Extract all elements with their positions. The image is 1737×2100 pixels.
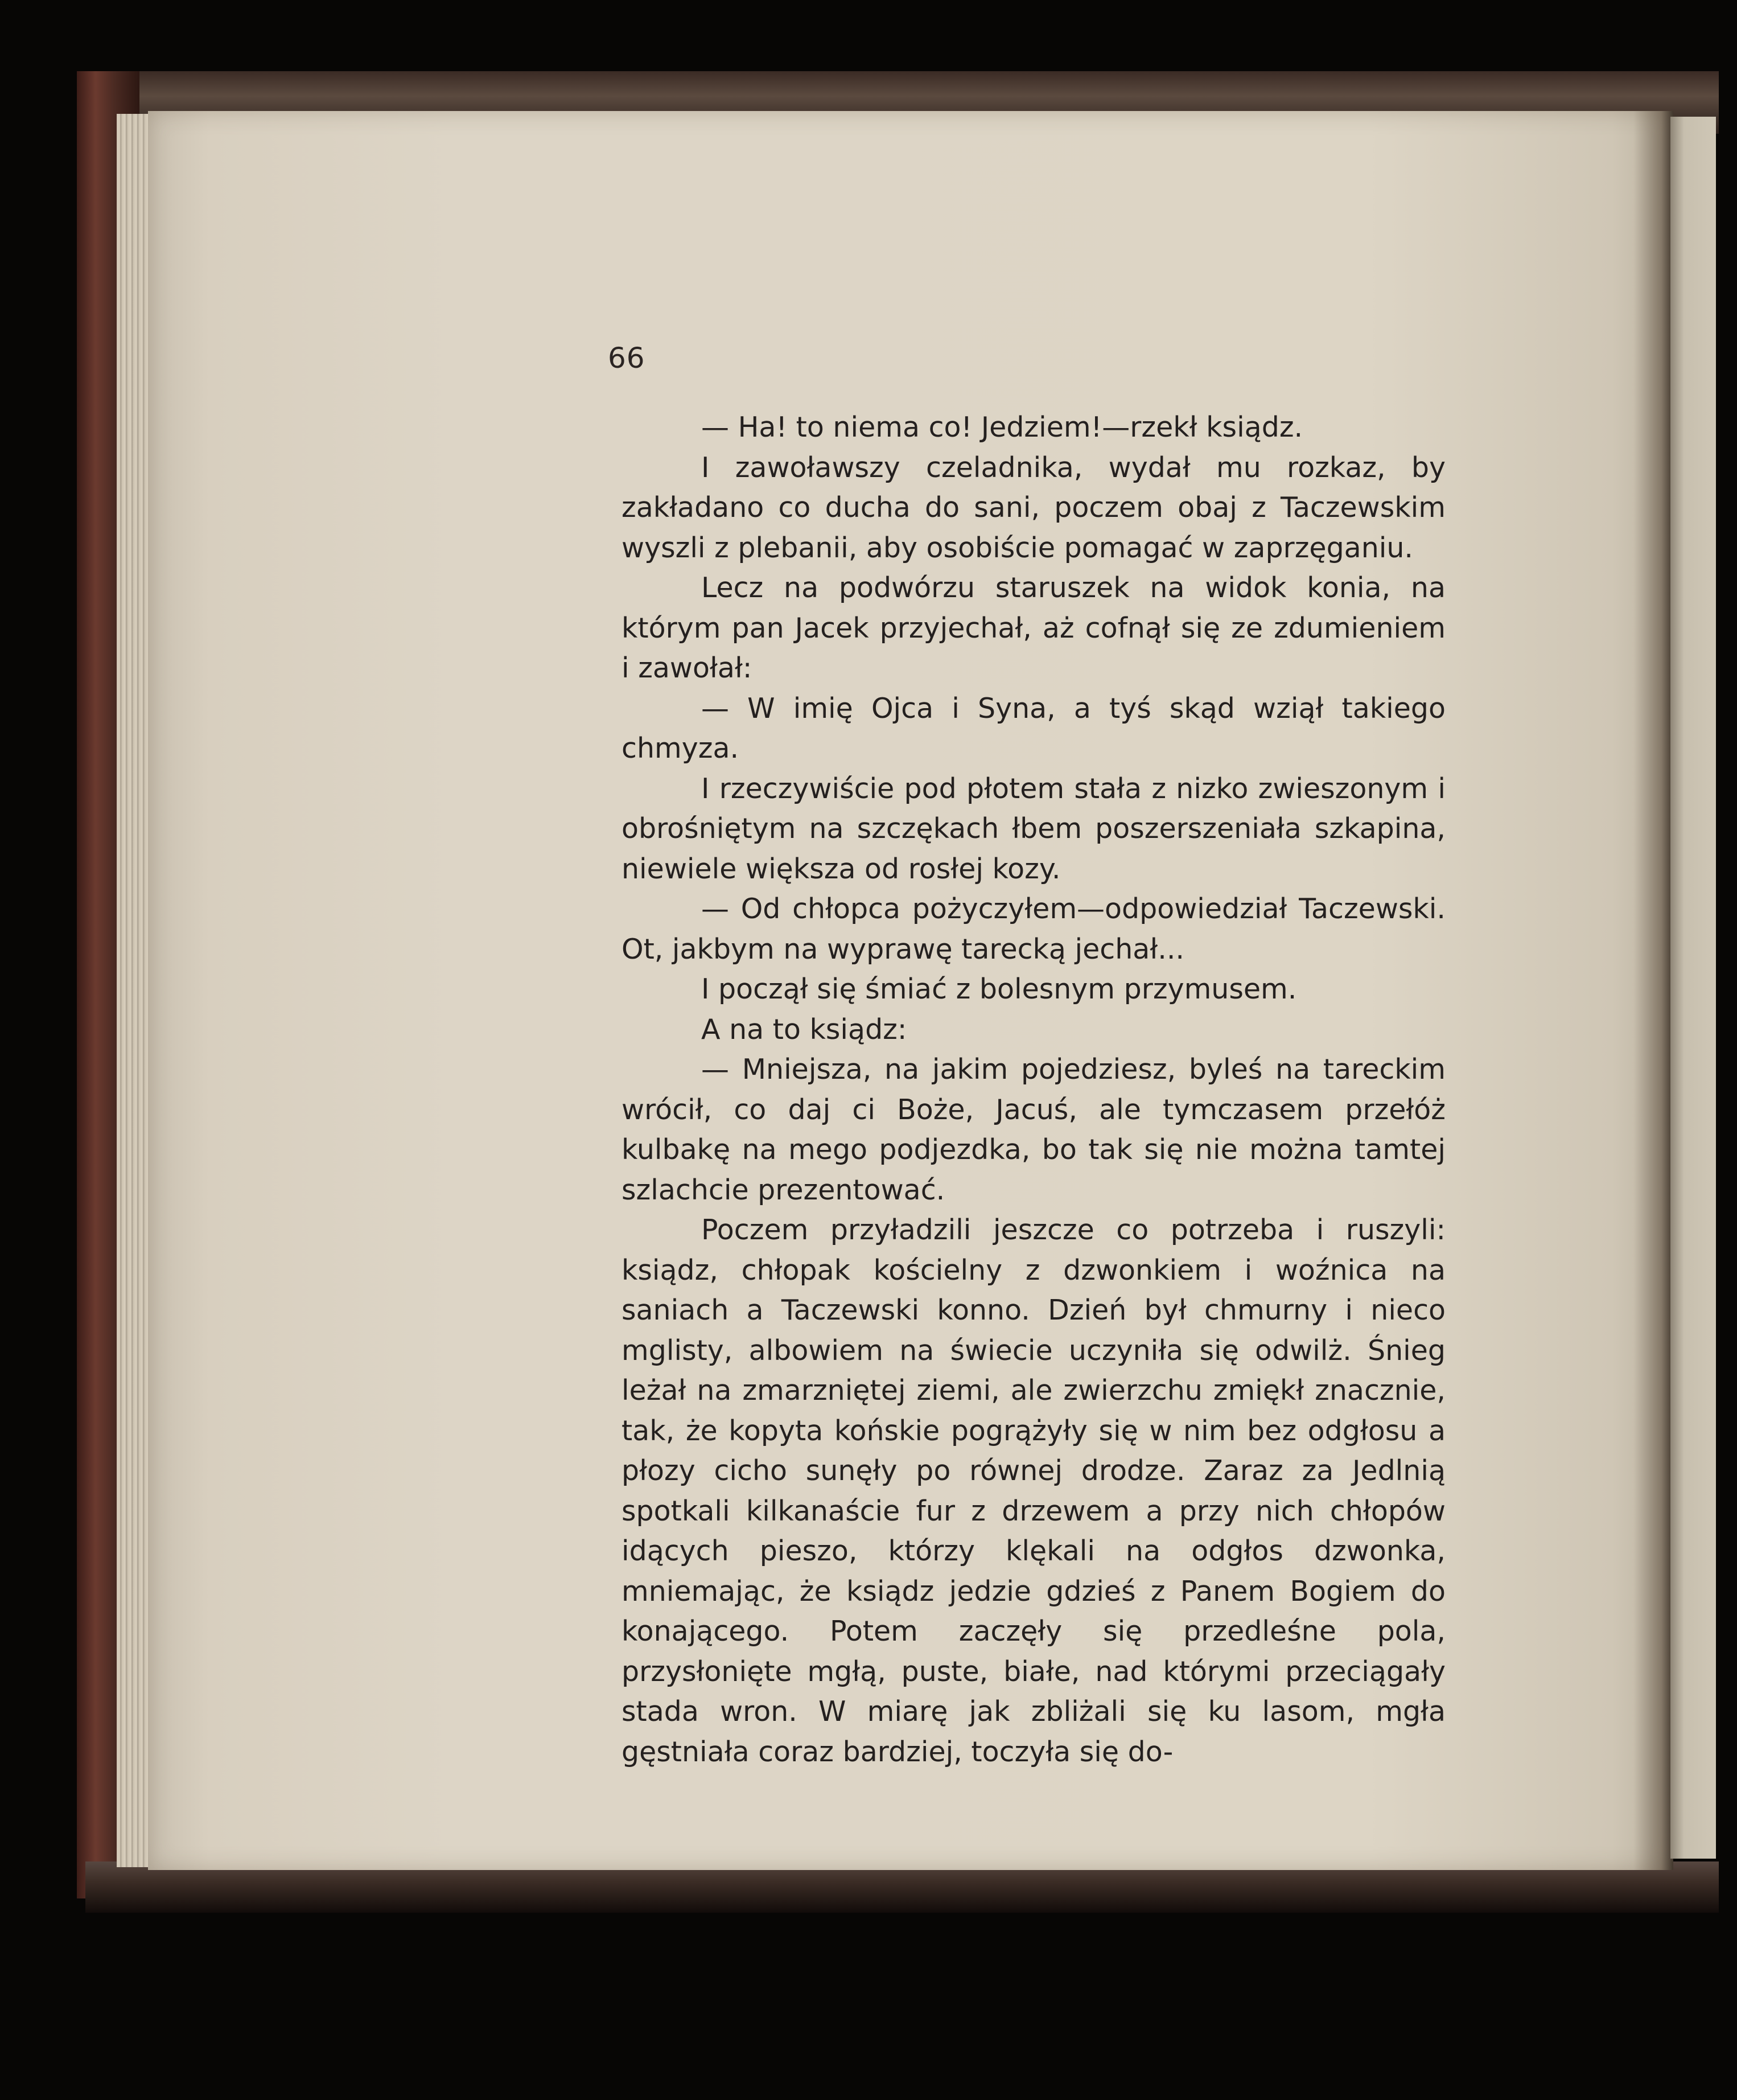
page-number: 66 xyxy=(608,342,645,375)
body-text xyxy=(621,408,1446,1772)
paragraph: A na to ksiądz: xyxy=(701,1013,907,1046)
paragraph: Lecz na podwórzu staruszek na widok konia, na którym pan Jacek przyjechał, aż cofnął się ze zdumieniem i zawołał: xyxy=(621,572,1446,684)
paragraph: I rzeczywiście pod płotem stała z nizko zwieszonym i obrośniętym na szczękach łbem poszerszeniała szkapina, niewiele większa od rosłej kozy. xyxy=(621,772,1446,885)
paragraph: Poczem przyładzili jeszcze co potrzeba i ruszyli: ksiądz, chłopak kościelny z dzwonkiem i woźnica na saniach a Taczewski konno. Dzień był chmurny i nieco mglisty, albowiem na świecie uczyniła się odwilż. Śnieg leżał na zmarzniętej ziemi, ale zwierzchu zmiękł znacznie, tak, że kopyta końskie pogrążyły się w nim bez odgłosu a płozy cicho sunęły po równej drodze. Zaraz za Jedlnią spotkali kilkanaście fur z drzewem a przy nich chłopów idących pieszo, którzy klękali na odgłos dzwonka, mniemając, że ksiądz jedzie gdzieś z Panem Bogiem do konającego. Potem zaczęły się przedleśne pola, przysłonięte mgłą, puste, białe, nad którymi przeciągały stada wron. W miarę jak zbliżali się ku lasom, mgła gęstniała coraz bardziej, toczyła się do- xyxy=(621,1214,1446,1768)
paragraph: I zawoławszy czeladnika, wydał mu rozkaz, by zakładano co ducha do sani, poczem obaj z Taczewskim wyszli z plebanii, aby osobiście pomagać w zaprzęganiu. xyxy=(621,451,1446,564)
paragraph: I począł się śmiać z bolesnym przymusem. xyxy=(701,973,1297,1005)
paragraph: — Ha! to niema co! Jedziem!—rzekł ksiądz. xyxy=(701,411,1303,443)
paragraph: — Mniejsza, na jakim pojedziesz, byleś na tareckim wrócił, co daj ci Boże, Jacuś, ale tymczasem przełóż kulbakę na mego podjezdka, bo tak się nie można tamtej szlachcie prezentować. xyxy=(621,1053,1446,1206)
paragraph: — Od chłopca pożyczyłem—odpowiedział Taczewski. Ot, jakbym na wyprawę tarecką jechał... xyxy=(621,893,1446,965)
page-gutter xyxy=(1633,111,1673,1870)
paragraph: — W imię Ojca i Syna, a tyś skąd wziął takiego chmyza. xyxy=(621,692,1446,765)
facing-page-edge xyxy=(1670,117,1716,1859)
